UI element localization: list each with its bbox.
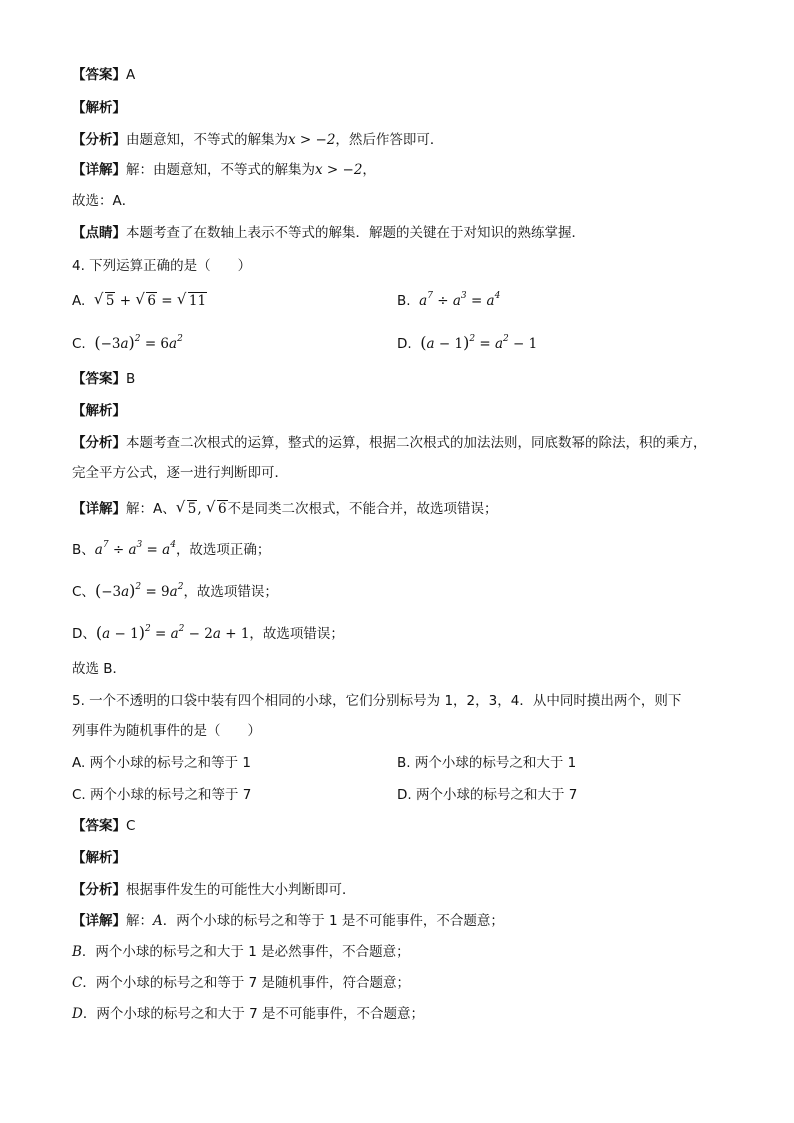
step-tail: ，故选项错误； [249,626,344,642]
option-c [72,333,183,354]
question-5 [72,691,681,711]
xiangjie-q5-b [72,942,410,962]
option-c-math: $(-3a)^2 = 6a^2$ [94,333,183,352]
fenxi-text: 本题考查二次根式的运算，整式的运算，根据二次根式的加法法则，同底数幂的除法，积的乘方， [126,435,707,451]
option-b-math: $a^7 \div a^3 = a^4$ [419,291,501,309]
option-text: C. 两个小球的标号之和等于 7 [72,787,252,803]
question-5-cont [72,721,261,741]
answer-value: C [126,818,136,834]
answer-tag: 【答案】 [72,67,126,83]
q5-option-b [397,753,576,773]
q5-option-d [397,785,577,805]
analysis-tag: 【解析】 [72,403,126,419]
sqrt-pair-math: √ 5, √ 6 [176,501,228,517]
xiangjie-tag: 【详解】 [72,162,126,178]
step-b-math: $a^7 \div a^3 = a^4$ [94,540,176,558]
option-letter: D [72,1006,83,1022]
option-a-math: √ 5 + √ 6 = √ 11 [94,293,207,309]
fenxi-cont [72,463,288,483]
dianjing-line [72,223,585,243]
analysis-heading [72,98,126,118]
choice-line [72,191,135,211]
option-d [397,333,537,354]
option-text: B. 两个小球的标号之和大于 1 [397,755,577,771]
step-text: ．两个小球的标号之和大于 1 是必然事件，不合题意； [81,944,410,960]
option-label: A. [72,293,86,309]
xiangjie-text: 解： [126,913,153,929]
fenxi-text: 由题意知，不等式的解集为 [126,132,288,148]
xiangjie-text: 解：由题意知，不等式的解集为 [126,162,315,178]
xiangjie-b [72,540,270,560]
answer-value: A [126,67,136,83]
step-d-math: $(a - 1)^2 = a^2 - 2a + 1$ [95,623,250,642]
step-label: C、 [72,584,95,600]
fenxi-tail: ，然后作答即可． [335,132,444,148]
option-letter: C [72,975,83,991]
option-label: D. [397,336,412,352]
step-text: ．两个小球的标号之和等于 7 是随机事件，符合题意； [82,975,411,991]
step-label: B、 [72,542,95,558]
option-label: C. [72,336,86,352]
fenxi-tag: 【分析】 [72,882,126,898]
question-4 [72,256,251,276]
fenxi-text: 完全平方公式，逐一进行判断即可． [72,465,288,481]
xiangjie-tail: ， [362,162,376,178]
question-text: 5. 一个不透明的口袋中装有四个相同的小球，它们分别标号为 1，2，3，4．从中同时摸出两个，则下 [72,693,682,709]
q5-option-a [72,753,251,773]
answer-tag: 【答案】 [72,371,126,387]
xiangjie-tag: 【详解】 [72,501,126,517]
dianjing-text: 本题考查了在数轴上表示不等式的解集．解题的关键在于对知识的熟练掌握． [126,225,585,241]
xiangjie-line [72,160,376,180]
xiangjie-a [72,499,498,519]
xiangjie-c [72,581,278,602]
xiangjie-d [72,623,344,644]
analysis-tag: 【解析】 [72,850,126,866]
fenxi-line [72,880,356,900]
fenxi-line [72,433,707,453]
option-a [72,291,207,311]
xiangjie-tag: 【详解】 [72,913,126,929]
option-letter: B [72,944,82,960]
answer-line-5 [72,816,135,836]
fenxi-tag: 【分析】 [72,132,126,148]
question-text: 列事件为随机事件的是（ ） [72,723,261,739]
step-label: D、 [72,626,96,642]
step-tail: ，故选项错误； [183,584,278,600]
question-text: 4. 下列运算正确的是（ ） [72,258,252,274]
inequality-math: x > −2 [315,162,363,178]
option-text: A. 两个小球的标号之和等于 1 [72,755,251,771]
fenxi-text: 根据事件发生的可能性大小判断即可． [126,882,356,898]
xiangjie-q5-a [72,911,504,931]
choice-line [72,659,126,679]
analysis-heading [72,848,126,868]
answer-value: B [126,371,136,387]
analysis-tag: 【解析】 [72,100,126,116]
fenxi-line [72,130,443,150]
xiangjie-text: 解：A、 [126,501,176,517]
xiangjie-tail: ．两个小球的标号之和等于 1 是不可能事件，不合题意； [162,913,504,929]
step-c-math: $(-3a)^2 = 9a^2$ [94,581,184,600]
option-text: D. 两个小球的标号之和大于 7 [397,787,578,803]
option-label: B. [397,293,411,309]
answer-tag: 【答案】 [72,818,126,834]
answer-line-3 [72,65,135,85]
xiangjie-q5-c [72,973,410,993]
step-text: ．两个小球的标号之和大于 7 是不可能事件，不合题意； [82,1006,424,1022]
step-tail: ，故选项正确； [175,542,271,558]
option-d-math: $(a - 1)^2 = a^2 - 1$ [420,333,538,352]
analysis-heading [72,401,126,421]
q5-option-c [72,785,251,805]
xiangjie-q5-d [72,1004,424,1024]
dianjing-tag: 【点睛】 [72,225,126,241]
inequality-math: x > −2 [288,132,336,148]
answer-line-4 [72,369,135,389]
choice-text: 故选 B． [72,661,127,677]
option-letter: A [153,913,163,929]
xiangjie-tail: 不是同类二次根式，不能合并，故选项错误； [227,501,498,517]
option-b [397,291,500,311]
choice-text: 故选：A． [72,193,136,209]
fenxi-tag: 【分析】 [72,435,126,451]
